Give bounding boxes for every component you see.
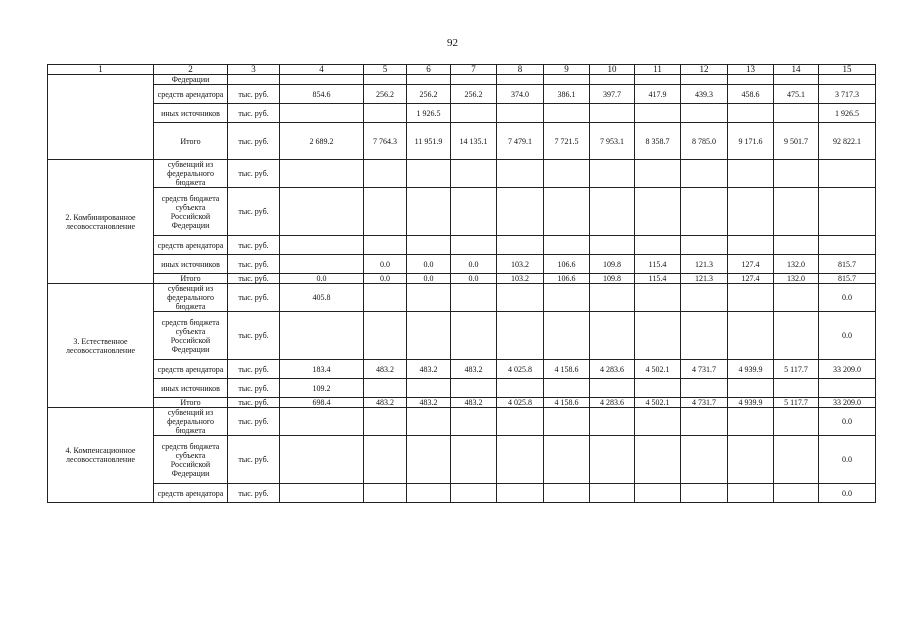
direction-cell: 2. Комбинированное лесовосстановление bbox=[48, 160, 154, 284]
value-cell bbox=[407, 484, 451, 503]
direction-cell: 4. Компенсационное лесовосстановление bbox=[48, 408, 154, 503]
value-cell bbox=[497, 104, 544, 123]
funding-source-cell: средств арендатора bbox=[154, 85, 228, 104]
value-cell bbox=[451, 188, 497, 236]
value-cell bbox=[774, 160, 819, 188]
value-cell: 0.0 bbox=[407, 274, 451, 284]
value-cell: 458.6 bbox=[728, 85, 774, 104]
value-cell: 483.2 bbox=[407, 360, 451, 379]
value-cell bbox=[681, 188, 728, 236]
value-cell: 0.0 bbox=[364, 255, 407, 274]
column-number: 3 bbox=[228, 65, 280, 75]
unit-cell: тыс. руб. bbox=[228, 436, 280, 484]
value-cell bbox=[774, 75, 819, 85]
value-cell: 127.4 bbox=[728, 255, 774, 274]
value-cell bbox=[407, 236, 451, 255]
value-cell: 475.1 bbox=[774, 85, 819, 104]
funding-source-cell: средств арендатора bbox=[154, 484, 228, 503]
unit-cell: тыс. руб. bbox=[228, 160, 280, 188]
value-cell bbox=[497, 436, 544, 484]
value-cell bbox=[497, 312, 544, 360]
value-cell: 483.2 bbox=[364, 398, 407, 408]
value-cell: 115.4 bbox=[635, 274, 681, 284]
value-cell: 4 158.6 bbox=[544, 360, 590, 379]
value-cell: 854.6 bbox=[280, 85, 364, 104]
value-cell bbox=[681, 312, 728, 360]
value-cell: 109.8 bbox=[590, 274, 635, 284]
unit-cell: тыс. руб. bbox=[228, 255, 280, 274]
value-cell bbox=[280, 436, 364, 484]
value-cell bbox=[407, 284, 451, 312]
value-cell bbox=[819, 160, 876, 188]
value-cell: 698.4 bbox=[280, 398, 364, 408]
direction-cell bbox=[48, 75, 154, 160]
unit-cell: тыс. руб. bbox=[228, 104, 280, 123]
value-cell bbox=[590, 284, 635, 312]
value-cell bbox=[364, 104, 407, 123]
value-cell: 483.2 bbox=[407, 398, 451, 408]
value-cell bbox=[407, 408, 451, 436]
table-row bbox=[48, 188, 876, 236]
value-cell bbox=[728, 75, 774, 85]
funding-source-cell: средств арендатора bbox=[154, 360, 228, 379]
value-cell bbox=[364, 408, 407, 436]
value-cell: 397.7 bbox=[590, 85, 635, 104]
value-cell bbox=[728, 436, 774, 484]
value-cell bbox=[590, 75, 635, 85]
value-cell: 0.0 bbox=[364, 274, 407, 284]
funding-source-cell: субвенций из федерального бюджета bbox=[154, 408, 228, 436]
column-number: 11 bbox=[635, 65, 681, 75]
unit-cell bbox=[228, 75, 280, 85]
value-cell: 103.2 bbox=[497, 274, 544, 284]
value-cell bbox=[451, 236, 497, 255]
value-cell bbox=[280, 188, 364, 236]
value-cell: 7 479.1 bbox=[497, 123, 544, 160]
value-cell: 0.0 bbox=[407, 255, 451, 274]
value-cell bbox=[774, 484, 819, 503]
table-row bbox=[48, 360, 876, 379]
budget-table bbox=[47, 64, 876, 503]
funding-source-cell: Итого bbox=[154, 274, 228, 284]
value-cell bbox=[544, 236, 590, 255]
table-row bbox=[48, 484, 876, 503]
value-cell: 8 358.7 bbox=[635, 123, 681, 160]
value-cell bbox=[774, 379, 819, 398]
table-row bbox=[48, 104, 876, 123]
value-cell: 4 731.7 bbox=[681, 360, 728, 379]
value-cell: 417.9 bbox=[635, 85, 681, 104]
value-cell bbox=[544, 408, 590, 436]
table-row bbox=[48, 436, 876, 484]
value-cell bbox=[590, 436, 635, 484]
value-cell: 7 764.3 bbox=[364, 123, 407, 160]
value-cell: 386.1 bbox=[544, 85, 590, 104]
value-cell bbox=[280, 255, 364, 274]
value-cell: 14 135.1 bbox=[451, 123, 497, 160]
value-cell: 121.3 bbox=[681, 274, 728, 284]
funding-source-cell: Федерации bbox=[154, 75, 228, 85]
unit-cell: тыс. руб. bbox=[228, 484, 280, 503]
value-cell bbox=[590, 408, 635, 436]
funding-source-cell: Итого bbox=[154, 398, 228, 408]
funding-source-cell: средств бюджета субъекта Российской Федерации bbox=[154, 436, 228, 484]
column-number: 7 bbox=[451, 65, 497, 75]
value-cell bbox=[451, 75, 497, 85]
table-row bbox=[48, 398, 876, 408]
unit-cell: тыс. руб. bbox=[228, 284, 280, 312]
value-cell bbox=[681, 436, 728, 484]
table-row bbox=[48, 85, 876, 104]
value-cell: 132.0 bbox=[774, 255, 819, 274]
page-number: 92 bbox=[447, 37, 458, 49]
value-cell bbox=[280, 75, 364, 85]
value-cell bbox=[364, 436, 407, 484]
value-cell bbox=[544, 379, 590, 398]
value-cell: 483.2 bbox=[451, 398, 497, 408]
value-cell bbox=[774, 188, 819, 236]
value-cell bbox=[635, 436, 681, 484]
value-cell bbox=[774, 408, 819, 436]
value-cell: 0.0 bbox=[451, 255, 497, 274]
value-cell: 0.0 bbox=[280, 274, 364, 284]
value-cell bbox=[681, 104, 728, 123]
value-cell bbox=[451, 312, 497, 360]
value-cell bbox=[364, 188, 407, 236]
table-row bbox=[48, 408, 876, 436]
value-cell bbox=[280, 104, 364, 123]
value-cell bbox=[728, 312, 774, 360]
value-cell bbox=[774, 284, 819, 312]
value-cell: 374.0 bbox=[497, 85, 544, 104]
value-cell bbox=[544, 188, 590, 236]
value-cell bbox=[497, 160, 544, 188]
value-cell bbox=[728, 160, 774, 188]
value-cell bbox=[774, 104, 819, 123]
value-cell: 815.7 bbox=[819, 255, 876, 274]
column-number: 2 bbox=[154, 65, 228, 75]
value-cell bbox=[497, 379, 544, 398]
value-cell bbox=[728, 104, 774, 123]
value-cell bbox=[280, 236, 364, 255]
value-cell: 4 025.8 bbox=[497, 360, 544, 379]
value-cell: 4 731.7 bbox=[681, 398, 728, 408]
value-cell bbox=[635, 312, 681, 360]
unit-cell: тыс. руб. bbox=[228, 379, 280, 398]
value-cell bbox=[819, 236, 876, 255]
value-cell bbox=[728, 484, 774, 503]
value-cell bbox=[407, 75, 451, 85]
value-cell bbox=[635, 104, 681, 123]
value-cell bbox=[544, 484, 590, 503]
value-cell bbox=[728, 379, 774, 398]
table-row bbox=[48, 236, 876, 255]
table-row bbox=[48, 312, 876, 360]
value-cell bbox=[407, 312, 451, 360]
value-cell: 115.4 bbox=[635, 255, 681, 274]
value-cell bbox=[635, 160, 681, 188]
funding-source-cell: средств арендатора bbox=[154, 236, 228, 255]
value-cell bbox=[544, 160, 590, 188]
value-cell: 4 158.6 bbox=[544, 398, 590, 408]
value-cell bbox=[681, 379, 728, 398]
value-cell: 5 117.7 bbox=[774, 398, 819, 408]
value-cell bbox=[497, 484, 544, 503]
value-cell bbox=[590, 379, 635, 398]
value-cell bbox=[280, 312, 364, 360]
value-cell bbox=[635, 284, 681, 312]
value-cell: 439.3 bbox=[681, 85, 728, 104]
unit-cell: тыс. руб. bbox=[228, 274, 280, 284]
value-cell bbox=[819, 188, 876, 236]
funding-source-cell: иных источников bbox=[154, 379, 228, 398]
table-row bbox=[48, 160, 876, 188]
value-cell bbox=[407, 188, 451, 236]
value-cell: 0.0 bbox=[451, 274, 497, 284]
value-cell: 256.2 bbox=[407, 85, 451, 104]
unit-cell: тыс. руб. bbox=[228, 123, 280, 160]
value-cell bbox=[635, 484, 681, 503]
value-cell: 1 926.5 bbox=[819, 104, 876, 123]
column-number: 14 bbox=[774, 65, 819, 75]
value-cell bbox=[280, 160, 364, 188]
value-cell: 483.2 bbox=[451, 360, 497, 379]
value-cell bbox=[451, 484, 497, 503]
value-cell bbox=[544, 75, 590, 85]
value-cell: 7 721.5 bbox=[544, 123, 590, 160]
value-cell: 132.0 bbox=[774, 274, 819, 284]
table-row bbox=[48, 284, 876, 312]
value-cell bbox=[451, 284, 497, 312]
funding-source-cell: средств бюджета субъекта Российской Федерации bbox=[154, 312, 228, 360]
unit-cell: тыс. руб. bbox=[228, 236, 280, 255]
value-cell: 0.0 bbox=[819, 436, 876, 484]
value-cell: 0.0 bbox=[819, 284, 876, 312]
unit-cell: тыс. руб. bbox=[228, 85, 280, 104]
value-cell bbox=[497, 408, 544, 436]
value-cell: 109.2 bbox=[280, 379, 364, 398]
value-cell bbox=[280, 484, 364, 503]
funding-source-cell: субвенций из федерального бюджета bbox=[154, 160, 228, 188]
value-cell bbox=[497, 284, 544, 312]
value-cell bbox=[774, 436, 819, 484]
value-cell bbox=[451, 408, 497, 436]
value-cell: 4 283.6 bbox=[590, 398, 635, 408]
value-cell bbox=[497, 236, 544, 255]
value-cell: 11 951.9 bbox=[407, 123, 451, 160]
table-row bbox=[48, 379, 876, 398]
value-cell: 256.2 bbox=[364, 85, 407, 104]
value-cell: 1 926.5 bbox=[407, 104, 451, 123]
unit-cell: тыс. руб. bbox=[228, 360, 280, 379]
unit-cell: тыс. руб. bbox=[228, 408, 280, 436]
column-number: 13 bbox=[728, 65, 774, 75]
funding-source-cell: Итого bbox=[154, 123, 228, 160]
value-cell: 483.2 bbox=[364, 360, 407, 379]
value-cell bbox=[681, 484, 728, 503]
value-cell: 33 209.0 bbox=[819, 398, 876, 408]
value-cell bbox=[635, 236, 681, 255]
column-number: 5 bbox=[364, 65, 407, 75]
value-cell bbox=[728, 284, 774, 312]
value-cell bbox=[451, 160, 497, 188]
value-cell: 405.8 bbox=[280, 284, 364, 312]
value-cell: 9 501.7 bbox=[774, 123, 819, 160]
value-cell: 92 822.1 bbox=[819, 123, 876, 160]
value-cell: 0.0 bbox=[819, 312, 876, 360]
value-cell bbox=[681, 75, 728, 85]
value-cell: 4 502.1 bbox=[635, 398, 681, 408]
value-cell: 109.8 bbox=[590, 255, 635, 274]
value-cell bbox=[774, 236, 819, 255]
value-cell bbox=[681, 408, 728, 436]
funding-source-cell: иных источников bbox=[154, 255, 228, 274]
value-cell: 4 939.9 bbox=[728, 398, 774, 408]
value-cell bbox=[590, 160, 635, 188]
value-cell bbox=[728, 188, 774, 236]
value-cell: 815.7 bbox=[819, 274, 876, 284]
funding-source-cell: субвенций из федерального бюджета bbox=[154, 284, 228, 312]
value-cell bbox=[635, 188, 681, 236]
column-number: 8 bbox=[497, 65, 544, 75]
value-cell: 7 953.1 bbox=[590, 123, 635, 160]
value-cell bbox=[451, 379, 497, 398]
value-cell bbox=[544, 312, 590, 360]
value-cell: 33 209.0 bbox=[819, 360, 876, 379]
value-cell: 106.6 bbox=[544, 274, 590, 284]
unit-cell: тыс. руб. bbox=[228, 312, 280, 360]
value-cell bbox=[681, 236, 728, 255]
value-cell bbox=[635, 75, 681, 85]
funding-source-cell: средств бюджета субъекта Российской Федерации bbox=[154, 188, 228, 236]
column-number: 6 bbox=[407, 65, 451, 75]
value-cell bbox=[407, 160, 451, 188]
value-cell: 0.0 bbox=[819, 408, 876, 436]
value-cell bbox=[364, 236, 407, 255]
value-cell bbox=[364, 75, 407, 85]
value-cell: 4 283.6 bbox=[590, 360, 635, 379]
funding-source-cell: иных источников bbox=[154, 104, 228, 123]
value-cell bbox=[774, 312, 819, 360]
value-cell bbox=[544, 284, 590, 312]
value-cell bbox=[364, 312, 407, 360]
value-cell bbox=[364, 379, 407, 398]
value-cell bbox=[497, 75, 544, 85]
value-cell bbox=[728, 408, 774, 436]
value-cell bbox=[590, 188, 635, 236]
value-cell: 256.2 bbox=[451, 85, 497, 104]
table-row bbox=[48, 123, 876, 160]
column-number: 1 bbox=[48, 65, 154, 75]
value-cell bbox=[364, 484, 407, 503]
value-cell bbox=[819, 379, 876, 398]
value-cell: 3 717.3 bbox=[819, 85, 876, 104]
value-cell bbox=[728, 236, 774, 255]
value-cell bbox=[590, 236, 635, 255]
value-cell: 2 689.2 bbox=[280, 123, 364, 160]
value-cell bbox=[681, 284, 728, 312]
value-cell: 121.3 bbox=[681, 255, 728, 274]
value-cell bbox=[681, 160, 728, 188]
column-number: 4 bbox=[280, 65, 364, 75]
value-cell bbox=[364, 284, 407, 312]
table-row bbox=[48, 75, 876, 85]
value-cell: 4 939.9 bbox=[728, 360, 774, 379]
value-cell: 127.4 bbox=[728, 274, 774, 284]
value-cell bbox=[407, 436, 451, 484]
direction-cell: 3. Естественное лесовосстановление bbox=[48, 284, 154, 408]
value-cell bbox=[635, 379, 681, 398]
unit-cell: тыс. руб. bbox=[228, 188, 280, 236]
column-number: 9 bbox=[544, 65, 590, 75]
value-cell bbox=[364, 160, 407, 188]
column-number-row bbox=[48, 65, 876, 75]
value-cell bbox=[544, 436, 590, 484]
value-cell: 5 117.7 bbox=[774, 360, 819, 379]
value-cell bbox=[451, 104, 497, 123]
value-cell: 103.2 bbox=[497, 255, 544, 274]
value-cell: 9 171.6 bbox=[728, 123, 774, 160]
table-row bbox=[48, 255, 876, 274]
value-cell bbox=[819, 75, 876, 85]
value-cell: 4 025.8 bbox=[497, 398, 544, 408]
value-cell bbox=[590, 484, 635, 503]
column-number: 15 bbox=[819, 65, 876, 75]
value-cell bbox=[407, 379, 451, 398]
value-cell: 0.0 bbox=[819, 484, 876, 503]
value-cell: 183.4 bbox=[280, 360, 364, 379]
value-cell bbox=[280, 408, 364, 436]
value-cell bbox=[590, 312, 635, 360]
column-number: 12 bbox=[681, 65, 728, 75]
value-cell: 106.6 bbox=[544, 255, 590, 274]
unit-cell: тыс. руб. bbox=[228, 398, 280, 408]
value-cell bbox=[635, 408, 681, 436]
table-row bbox=[48, 274, 876, 284]
value-cell bbox=[590, 104, 635, 123]
value-cell bbox=[497, 188, 544, 236]
value-cell bbox=[544, 104, 590, 123]
value-cell: 8 785.0 bbox=[681, 123, 728, 160]
value-cell bbox=[451, 436, 497, 484]
value-cell: 4 502.1 bbox=[635, 360, 681, 379]
column-number: 10 bbox=[590, 65, 635, 75]
